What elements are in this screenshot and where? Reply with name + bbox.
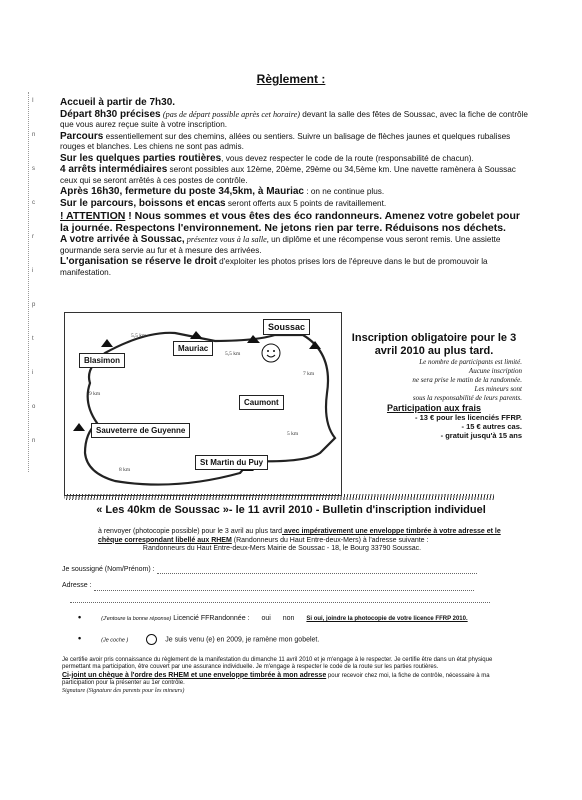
rule-ravitaillement: Sur le parcours, boissons et encas seront offerts aux 5 points de ravitaillement. — [60, 197, 387, 209]
licence-oui[interactable]: oui — [261, 615, 271, 622]
bullet-icon: • — [78, 632, 82, 643]
rule-arrets: 4 arrêts intermédiaires seront possibles aux 12ème, 20ème, 29ème ou 34,5ème km. Une navette ramènera à Soussac ceux qui se seront arrêtés à ces postes de contrôle. — [60, 164, 516, 185]
inscription-note: Aucune inscription — [468, 367, 522, 375]
inscription-note: sous la responsabilité de leurs parents. — [412, 394, 522, 402]
margin-notes — [28, 92, 43, 472]
gobelet-row: • (Je coche ) Je suis venu (e) en 2009, je ramène mon gobelet. — [78, 632, 320, 643]
address-row — [62, 582, 502, 591]
margin-mark: I — [32, 98, 34, 104]
registration-form — [62, 528, 502, 695]
price-line: - 13 € pour les licenciés FFRP. — [415, 413, 522, 422]
price-line: - 15 € autres cas. — [461, 422, 522, 431]
licence-row: • (J'entoure la bonne réponse) Licencié FFRandonnée : oui non Si oui, joindre la photocopie de votre licence FFRP 2010. — [78, 612, 468, 622]
margin-mark: n — [32, 438, 36, 444]
participation-heading: Participation aux frais — [386, 403, 482, 413]
margin-mark: i — [32, 268, 34, 274]
address-field[interactable] — [94, 590, 474, 591]
margin-mark: o — [32, 404, 36, 410]
place-blasimon: Blasimon — [79, 353, 125, 368]
margin-mark: t — [32, 336, 34, 342]
distance-label: 9 km — [89, 391, 101, 397]
inscription-note: Les mineurs sont — [474, 385, 522, 393]
rule-parcours: Parcours essentiellement sur des chemins, allées ou sentiers. Suivre un balisage de flèches jaunes et quelques rubalises rouges et blanches. Les chiens ne sont pas admis. — [60, 130, 511, 151]
rule-attention: ! ATTENTION ! Nous sommes et vous êtes des éco randonneurs. Amenez votre gobelet pour la journée. Respectons l'environnement. Ne jetons rien par terre. Réduisons nos déchets. — [60, 210, 520, 234]
certification-text: Je certifie avoir pris connaissance du règlement de la manifestation du dimanche 11 avril 2010 et je m'engage à le respecter. Je certifie être dans un état physique permettant ma participation, être couvert par une assurance individuelle. Je m'engage à respecter le code de la route sur les parties routières. — [62, 656, 493, 670]
price-line: - gratuit jusqu'à 15 ans — [440, 431, 522, 440]
address-field-2[interactable] — [70, 602, 490, 603]
cheque-note: Ci-joint un chèque à l'ordre des RHEM et une enveloppe timbrée à mon adresse pour recevoir chez moi, la fiche de contrôle, nécessaire à ma participation pour la présenter au 1er contrôle. — [62, 671, 490, 686]
address-row-2 — [70, 595, 502, 604]
gobelet-checkbox[interactable] — [146, 634, 157, 645]
distance-label: 7 km — [303, 371, 315, 377]
cut-line — [64, 494, 494, 500]
place-caumont: Caumont — [239, 395, 284, 410]
address-label: Adresse : — [62, 582, 92, 589]
place-mauriac: Mauriac — [173, 341, 213, 356]
place-soussac: Soussac — [263, 319, 310, 335]
margin-mark: i — [32, 370, 34, 376]
licence-non[interactable]: non — [282, 615, 295, 622]
distance-label: 8 km — [119, 467, 131, 473]
place-st-martin: St Martin du Puy — [195, 455, 268, 470]
signature-label: Signature (Signature des parents pour les mineurs) — [62, 687, 185, 694]
inscription-note: ne sera prise le matin de la randonnée. — [412, 376, 522, 384]
distance-label: 5 km — [287, 431, 299, 437]
margin-mark: s — [32, 166, 35, 172]
page-title: Règlement : — [256, 72, 326, 86]
name-field[interactable] — [157, 573, 477, 574]
bullet-icon: • — [78, 612, 82, 622]
route-map — [64, 312, 342, 496]
inscription-box — [346, 332, 522, 440]
inscription-heading: Inscription obligatoire pour le 3 avril 2010 au plus tard. — [351, 332, 517, 357]
rule-fermeture: Après 16h30, fermeture du poste 34,5km, à Mauriac : on ne continue plus. — [60, 186, 385, 197]
rule-depart: Départ 8h30 précises (pas de départ possible après cet horaire) devant la salle des fêtes de Soussac, avec la fiche de contrôle que vous aurez reçue suite à votre inscription. — [60, 108, 528, 129]
send-instructions: à renvoyer (photocopie possible) pour le 3 avril au plus tard avec impérativement une enveloppe timbrée à votre adresse et le chèque correspondant libellé aux RHEM (Randonneurs du Haut Entre-deux-Mers) à l'adresse suivante : — [98, 528, 501, 544]
distance-label: 5,5 km — [225, 351, 241, 357]
name-label: Je soussigné (Nom/Prénom) : — [62, 565, 155, 573]
margin-mark: p — [32, 302, 36, 308]
name-row — [62, 566, 502, 575]
rule-organisation: L'organisation se réserve le droit d'exploiter les photos prises lors de l'épreuve dans le but de promouvoir la manifestation. — [60, 256, 488, 277]
rules-section — [60, 98, 530, 279]
rule-routes: Sur les quelques parties routières, vous devez respecter le code de la route (responsabilité de chacun). — [60, 152, 474, 164]
rule-arrivee: A votre arrivée à Soussac, présentez vous à la salle, un diplôme et une récompense vous seront remis. Une assiette gourmande sera servie au fur et à mesure des arrivées. — [60, 234, 501, 255]
margin-mark: r — [32, 234, 34, 240]
inscription-note: Le nombre de participants est limité. — [419, 358, 522, 366]
rule-accueil: Accueil à partir de 7h30. — [60, 97, 176, 108]
margin-mark: c — [32, 200, 35, 206]
rhem-address: Randonneurs du Haut Entre-deux-Mers Mairie de Soussac - 18, le Bourg 33790 Soussac. — [142, 545, 422, 552]
distance-label: 5,5 km — [131, 333, 147, 339]
place-sauveterre: Sauveterre de Guyenne — [91, 423, 190, 438]
bulletin-title: « Les 40km de Soussac »- le 11 avril 2010 - Bulletin d'inscription individuel — [96, 504, 486, 516]
margin-mark: n — [32, 132, 36, 138]
